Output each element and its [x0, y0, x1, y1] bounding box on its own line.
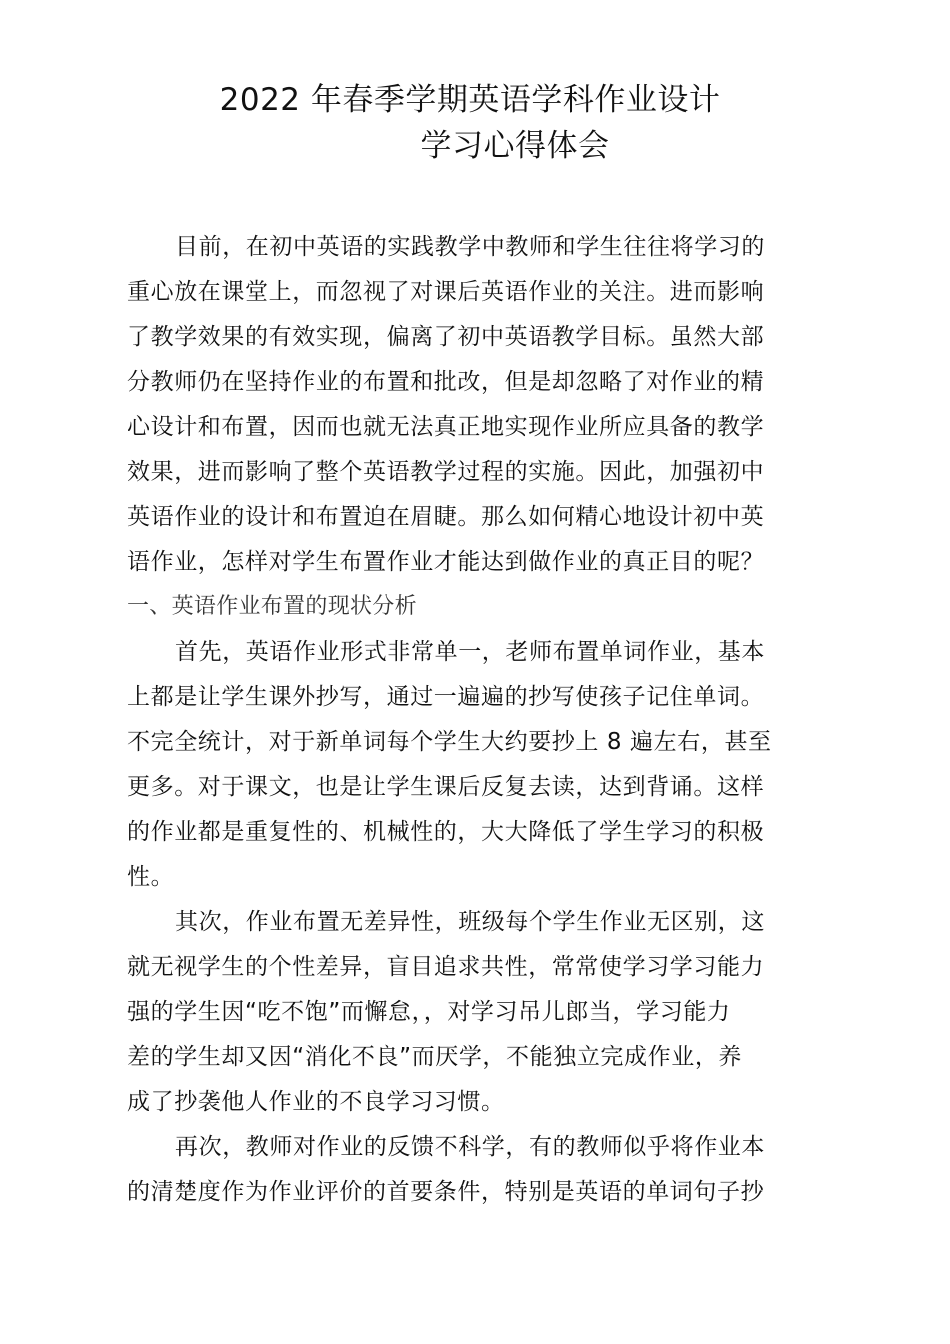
- paragraph-3-line-3: 强的学生因“吃不饱”而懈怠，，对学习吊儿郎当，学习能力: [127, 999, 731, 1025]
- paragraph-2-line-4: 更多。对于课文，也是让学生课后反复去读，达到背诵。这样: [127, 774, 765, 800]
- paragraph-1-line-6: 效果，进而影响了整个英语教学过程的实施。因此，加强初中: [127, 459, 765, 485]
- document-title-line-1: 2022 年春季学期英语学科作业设计: [219, 82, 721, 118]
- paragraph-1-line-5: 心设计和布置，因而也就无法真正地实现作业所应具备的教学: [127, 414, 765, 440]
- paragraph-1-line-1: 目前，在初中英语的实践教学中教师和学生往往将学习的: [175, 234, 765, 260]
- paragraph-2-line-6: 性。: [127, 864, 175, 890]
- paragraph-2-line-1: 首先，英语作业形式非常单一，老师布置单词作业，基本: [175, 639, 765, 665]
- paragraph-3-line-5: 成了抄袭他人作业的不良学习习惯。: [127, 1089, 505, 1115]
- paragraph-2-line-2: 上都是让学生课外抄写，通过一遍遍的抄写使孩子记住单词。: [127, 684, 765, 710]
- paragraph-1-line-7: 英语作业的设计和布置迫在眉睫。那么如何精心地设计初中英: [127, 504, 765, 530]
- paragraph-1-line-2: 重心放在课堂上，而忽视了对课后英语作业的关注。进而影响: [127, 279, 765, 305]
- paragraph-1-line-4: 分教师仍在坚持作业的布置和批改，但是却忽略了对作业的精: [127, 369, 765, 395]
- paragraph-3-line-1: 其次，作业布置无差异性，班级每个学生作业无区别，这: [175, 909, 765, 935]
- section-heading: 一、英语作业布置的现状分析: [127, 594, 417, 619]
- paragraph-3-line-2: 就无视学生的个性差异，盲目追求共性，常常使学习学习能力: [127, 954, 765, 980]
- paragraph-2-line-5: 的作业都是重复性的、机械性的，大大降低了学生学习的积极: [127, 819, 765, 845]
- paragraph-2-line-3: 不完全统计，对于新单词每个学生大约要抄上 8 遍左右，甚至: [127, 729, 772, 755]
- paragraph-1-line-8: 语作业，怎样对学生布置作业才能达到做作业的真正目的呢？: [127, 549, 765, 575]
- paragraph-1-line-3: 了教学效果的有效实现，偏离了初中英语教学目标。虽然大部: [127, 324, 765, 350]
- paragraph-4-line-2: 的清楚度作为作业评价的首要条件，特别是英语的单词句子抄: [127, 1179, 765, 1205]
- paragraph-3-line-4: 差的学生却又因“消化不良”而厌学，不能独立完成作业，养: [127, 1044, 743, 1070]
- paragraph-4-line-1: 再次，教师对作业的反馈不科学，有的教师似乎将作业本: [175, 1134, 765, 1160]
- document-title-line-2: 学习心得体会: [420, 128, 610, 164]
